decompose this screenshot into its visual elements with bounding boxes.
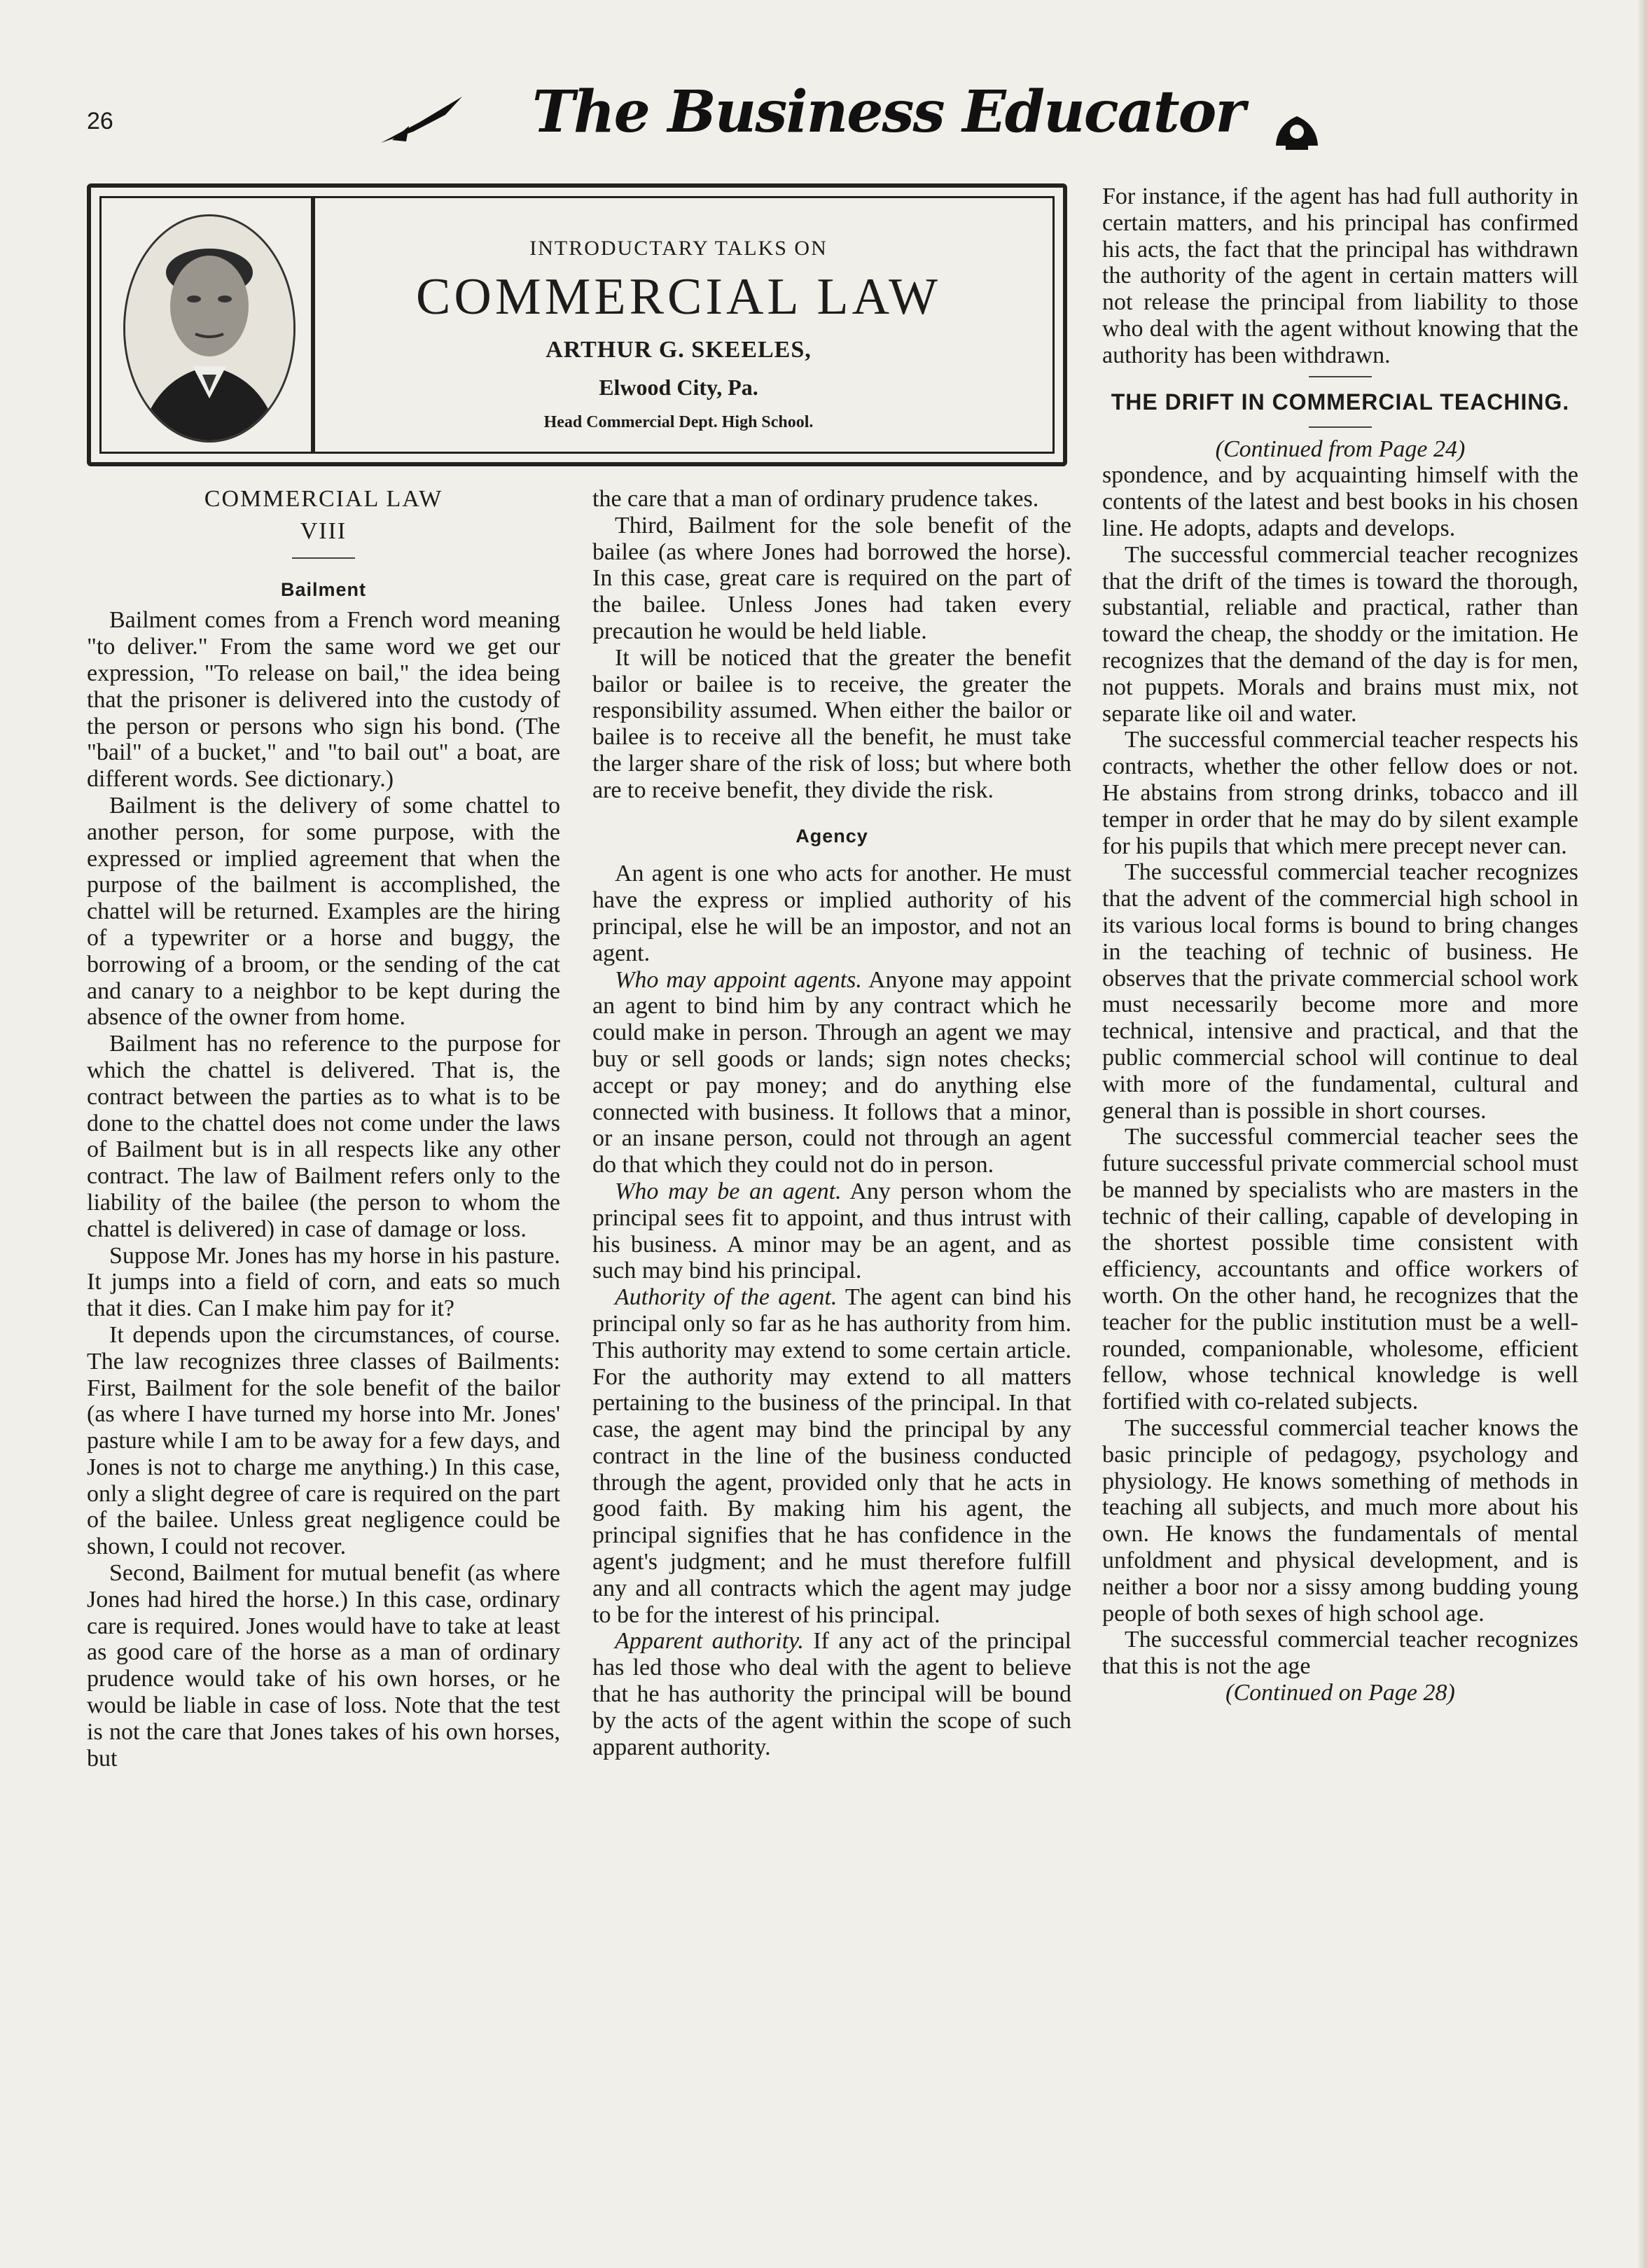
paragraph: the care that a man of ordinary prudence takes. <box>592 486 1039 512</box>
subhead-bailment: Bailment <box>280 578 367 600</box>
paragraph: The successful commercial teacher knows the basic principle of pedagogy, psychology and physiology. He knows something of methods in teaching all subjects, and much more about his own. He knows the fundamentals of mental unfoldment and physical development, and is neither a boor nor a sissy among budding young people of both sexes of high school age. <box>1102 1415 1578 1627</box>
paragraph: It depends upon the circumstances, of course. The law recognizes three classes of Bailments: First, Bailment for the sole benefit of the bailor (as where I have turned my horse into Mr. Jones' pasture while I am to be away for a few days, and Jones is not to charge me anything.) In this case, only a slight degree of care is required on the part of the bailee. Unless great negligence could be shown, I could not recover. <box>87 1321 560 1560</box>
section-rule <box>1309 426 1372 428</box>
paragraph: Second, Bailment for mutual benefit (as where Jones had hired the horse.) In this case, ordinary care is required. Jones would have to take at least as good care of the horse as a man of ordinary prudence would take of his own horses, or he would be liable in case of loss. Note that the test is not the care that Jones takes of his own horses, but <box>87 1560 560 1772</box>
paragraph: The successful commercial teacher respects his contracts, whether the other fellow does or not. He abstains from strong drinks, tobacco and ill temper in order that he may do by silent example for his pupils that which mere precept never can. <box>1102 727 1578 859</box>
section-lead: Who may appoint agents. <box>615 966 862 993</box>
paragraph: Bailment has no reference to the purpose for which the chattel is delivered. That is, the contract between the parties as to what is to be done to the chattel does not come under the laws of Bailment but is in all respects like any other contract. The law of Bailment refers only to the liability of the bailee (the person to whom the chattel is delivered) in case of damage or loss. <box>87 1031 560 1242</box>
crest-ornament-icon <box>1269 111 1325 153</box>
banner-place: Elwood City, Pa. <box>599 375 758 400</box>
section-text: Anyone may appoint an agent to bind him by any contract which he could make in person. Through an agent we may buy or sell goods or lands; sign notes checks; accept or pay money; and do anything else connected with business. It follows that a minor, or an insane person, could not through an agent do that which they could not do in person. <box>592 966 1072 1178</box>
author-portrait <box>123 214 296 443</box>
paragraph: The successful commercial teacher recognizes that the drift of the times is toward the thorough, substantial, reliable and practical, rather than toward the cheap, the shoddy or the imitation. He recognizes that the demand of the day is for men, not puppets. Morals and brains must mix, not separate like oil and water. <box>1102 541 1578 727</box>
drift-heading: THE DRIFT IN COMMERCIAL TEACHING. <box>1111 389 1570 415</box>
section-lead: Who may be an agent. <box>615 1178 842 1204</box>
agency-section <box>592 1284 1071 1628</box>
banner-author: ARTHUR G. SKEELES, <box>545 337 812 363</box>
paragraph: An agent is one who acts for another. He must have the express or implied authority of his principal, else he will be an impostor, and not an agent. <box>592 861 1071 966</box>
section-text: If any act of the principal has led those who deal with the agent to believe that he has authority the principal will be bound by the acts of the agent within the scope of such apparent authority. <box>592 1628 1072 1760</box>
continued-on: (Continued on Page 28) <box>1225 1680 1455 1706</box>
section-text: The agent can bind his principal only so far as he has authority from him. This authority may extend to some certain article. For the authority may extend to all matters pertaining to the business of the principal. In that case, the agent may bind the principal by any contract in the line of the business conducted through the agent, provided only that he acts in good faith. By making him his agent, the principal signifies that he has confidence in the agent's judgment; and he must therefore fulfill any and all contracts which the agent may judge to be for the interest of his principal. <box>592 1284 1072 1628</box>
article-heading: COMMERCIAL LAW <box>204 486 443 512</box>
portrait-figure-icon <box>125 216 293 440</box>
article-numeral: VIII <box>300 517 347 544</box>
page-number: 26 <box>87 108 113 134</box>
page-edge <box>1637 0 1647 2268</box>
banner-title: COMMERCIAL LAW <box>416 268 941 326</box>
banner-kicker: INTRODUCTARY TALKS ON <box>529 237 828 260</box>
agency-section <box>592 1178 1071 1284</box>
quill-ornament-icon <box>378 91 469 147</box>
paragraph: Third, Bailment for the sole benefit of the bailee (as where Jones had borrowed the horse). In this case, great care is required on the part of the bailee. Unless Jones had taken every precaution he would be held liable. <box>592 512 1071 644</box>
paragraph: Bailment comes from a French word meaning "to deliver." From the same word we get our expression, "To release on bail," the idea being that the prisoner is delivered into the custody of the person or persons who sign his bond. (The "bail" of a bucket," and "to bail out" a boat, are different words. See dictionary.) <box>87 607 560 793</box>
article-banner <box>87 183 1067 466</box>
banner-divider <box>311 196 315 454</box>
section-lead: Authority of the agent. <box>615 1284 838 1311</box>
paragraph: Bailment is the delivery of some chattel to another person, for some purpose, with the expressed or implied agreement that when the purpose of the bailment is accomplished, the chattel will be returned. Examples are the hiring of a typewriter or a horse and buggy, the borrowing of a broom, or the sending of the cat and canary to a neighbor to be kept during the absence of the owner from home. <box>87 792 560 1031</box>
paragraph: The successful commercial teacher recognizes that the advent of the commercial high school in its various local forms is bound to bring changes in the teaching of technic of business. He observes that the private commercial school work must necessarily become more and more technical, intensive and practical, and that the public commercial school will continue to deal with more of the fundamental, cultural and general than is possible in short courses. <box>1102 859 1578 1124</box>
column-left <box>87 486 560 1772</box>
paragraph: It will be noticed that the greater the benefit bailor or bailee is to receive, the greater the responsibility assumed. When either the bailor or bailee is to receive all the benefit, he must take the larger share of the risk of loss; but where both are to receive benefit, they divide the risk. <box>592 644 1071 803</box>
subhead-agency: Agency <box>795 825 868 847</box>
section-rule <box>1309 376 1372 377</box>
paragraph: For instance, if the agent has had full authority in certain matters, and his principal has confirmed his acts, the fact that the principal has withdrawn the authority of the agent in certain matters will not release the principal from liability to those who deal with the agent without knowing that the authority has been withdrawn. <box>1102 183 1578 368</box>
continued-from: (Continued from Page 24) <box>1215 436 1466 462</box>
column-right <box>1102 183 1578 1706</box>
banner-role: Head Commercial Dept. High School. <box>543 413 814 431</box>
paragraph: The successful commercial teacher sees the future successful private commercial school must be manned by specialists who are masters in the technic of their calling, capable of developing in the shortest possible time consistent with efficiency, accountants and office workers of worth. On the other hand, he recognizes that the teacher for the public institution must be a well-rounded, companionable, wholesome, efficient fellow, whose technical knowledge is well fortified with co-related subjects. <box>1102 1124 1578 1415</box>
heading-rule <box>292 557 355 559</box>
masthead-title: The Business Educator <box>532 78 1244 146</box>
paragraph: spondence, and by acquainting himself with the contents of the latest and best books in his chosen line. He adopts, adapts and develops. <box>1102 462 1578 541</box>
column-middle <box>592 486 1071 1760</box>
section-text: Any person whom the principal sees fit to appoint, and thus intrust with his business. A minor may be an agent, and as such may bind his principal. <box>592 1178 1071 1284</box>
section-lead: Apparent authority. <box>615 1628 804 1655</box>
paragraph: The successful commercial teacher recognizes that this is not the age <box>1102 1627 1578 1680</box>
agency-section <box>592 967 1071 1178</box>
paragraph: Suppose Mr. Jones has my horse in his pasture. It jumps into a field of corn, and eats so much that it dies. Can I make him pay for it? <box>87 1242 560 1322</box>
agency-section <box>592 1628 1071 1760</box>
